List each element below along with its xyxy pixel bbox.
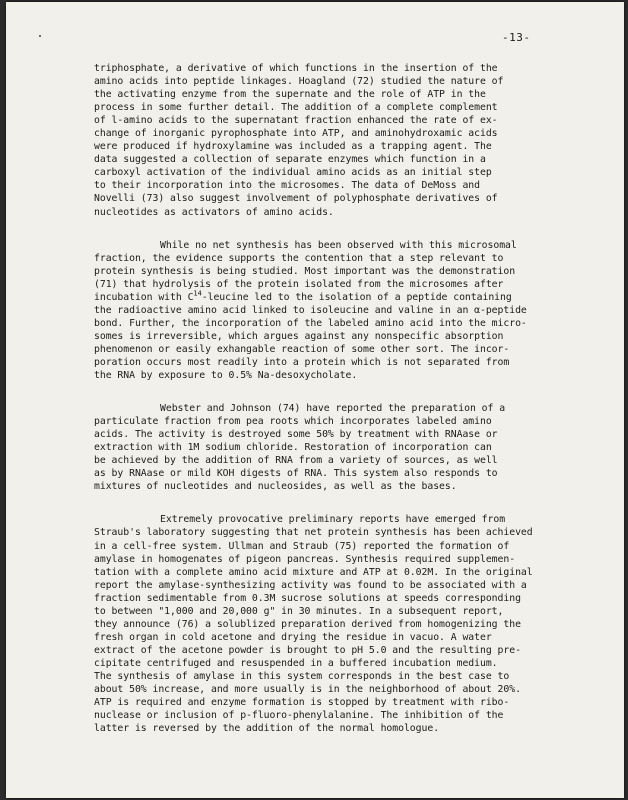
text-line: carboxyl activation of the individual amino acids as an initial step (94, 167, 492, 179)
text-line: While no net synthesis has been observed with this microsomal (160, 239, 517, 251)
text-line: be achieved by the addition of RNA from a variety of sources, as well (94, 455, 498, 467)
text-line: protein synthesis is being studied. Most important was the demonstration (94, 265, 516, 277)
text-line: Novelli (73) also suggest involvement of polyphosphate derivatives of (94, 193, 498, 205)
text-line: were produced if hydroxylamine was included as a trapping agent. The (94, 141, 492, 153)
text-line: (71) that hydrolysis of the protein isolated from the microsomes after (94, 278, 504, 290)
text-line: Extremely provocative preliminary reports have emerged from (160, 514, 506, 526)
text-line: of l-amino acids to the supernatant fraction enhanced the rate of ex- (94, 115, 498, 127)
text-line: ATP is required and enzyme formation is stopped by treatment with ribo- (94, 697, 510, 709)
text-line: acids. The activity is destroyed some 50% by treatment with RNAase or (94, 429, 498, 441)
document-body (94, 62, 560, 755)
text-line: about 50% increase, and more usually is in the neighborhood of about 20%. (94, 684, 521, 696)
text-line: fresh organ in cold acetone and drying the residue in vacuo. A water (94, 631, 492, 643)
text-line: the radioactive amino acid linked to isoleucine and valine in an α-peptide (94, 304, 527, 316)
paper-mark (39, 35, 41, 37)
text-line: phenomenon or easily exhangable reaction of some other sort. The incor- (94, 343, 510, 355)
text-line: as by RNAase or mild KOH digests of RNA. This system also responds to (94, 468, 498, 480)
text-line: Webster and Johnson (74) have reported the preparation of a (160, 403, 506, 415)
text-line: tation with a complete amino acid mixture and ATP at 0.02M. In the original (94, 566, 533, 578)
text-line: they announce (76) a solublized preparation derived from homogenizing the (94, 618, 521, 630)
paragraph-4 (94, 513, 560, 735)
text-line-superscript: incubation with $C^{14}$-leucine led to the isolation of a peptide containing (94, 289, 512, 303)
text-line: amylase in homogenates of pigeon pancreas. Synthesis required supplemen- (94, 553, 516, 565)
text-line: to between "1,000 and 20,000 g" in 30 minutes. In a subsequent report, (94, 605, 504, 617)
text-line: report the amylase-synthesizing activity was found to be associated with a (94, 579, 527, 591)
text-line: nucleotides as activators of amino acids. (94, 206, 334, 218)
text-line: fraction, the evidence supports the contention that a step relevant to (94, 252, 504, 264)
paragraph-3 (94, 402, 560, 493)
text-line: the activating enzyme from the supernate and the role of ATP in the (94, 89, 486, 101)
page-number: -13- (502, 31, 531, 44)
text-line: The synthesis of amylase in this system corresponds in the best case to (94, 670, 510, 682)
text-line: in a cell-free system. Ullman and Straub (75) reported the formation of (94, 540, 510, 552)
text-line: data suggested a collection of separate enzymes which function in a (94, 154, 486, 166)
paragraph-1 (94, 62, 560, 219)
text-line: Straub's laboratory suggesting that net protein synthesis has been achieved (94, 527, 533, 539)
paragraph-2 (94, 239, 560, 383)
text-line: extraction with 1M sodium chloride. Restoration of incorporation can (94, 442, 492, 454)
text-line: extract of the acetone powder is brought to pH 5.0 and the resulting pre- (94, 644, 521, 656)
text-line: triphosphate, a derivative of which functions in the insertion of the (94, 63, 498, 74)
isotope-superscript: 14 (193, 289, 202, 298)
text-line: somes is irreversible, which argues against any nonspecific absorption (94, 330, 504, 342)
text-line: change of inorganic pyrophosphate into ATP, and aminohydroxamic acids (94, 128, 498, 140)
document-page (6, 2, 624, 798)
text-line: mixtures of nucleotides and nucleosides, as well as the bases. (94, 481, 457, 493)
text-line: cipitate centrifuged and resuspended in a buffered incubation medium. (94, 657, 498, 669)
text-line: process in some further detail. The addition of a complete complement (94, 102, 498, 114)
text-line: bond. Further, the incorporation of the labeled amino acid into the micro- (94, 317, 527, 329)
text-line: the RNA by exposure to 0.5% Na-desoxycholate. (94, 370, 358, 382)
text-line: fraction sedimentable from 0.3M sucrose solutions at speeds corresponding (94, 592, 521, 604)
text-line: poration occurs most readily into a protein which is not separated from (94, 356, 510, 368)
text-line: latter is reversed by the addition of the normal homologue. (94, 723, 440, 735)
text-line: nuclease or inclusion of p-fluoro-phenylalanine. The inhibition of the (94, 710, 504, 722)
text-line: amino acids into peptide linkages. Hoagland (72) studied the nature of (94, 76, 504, 88)
text-line: particulate fraction from pea roots which incorporates labeled amino (94, 416, 492, 428)
text-line: to their incorporation into the microsomes. The data of DeMoss and (94, 180, 480, 192)
